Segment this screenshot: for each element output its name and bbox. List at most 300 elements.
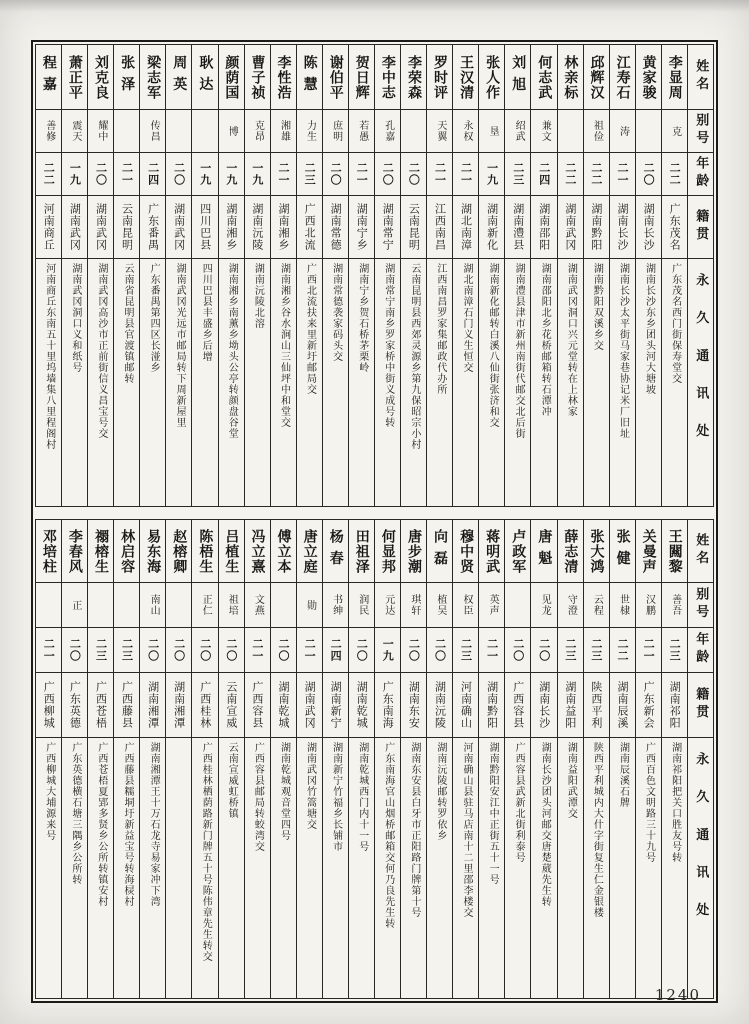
address-text: 湖南常德袭家码头交 xyxy=(330,263,342,362)
age-cell xyxy=(427,628,452,673)
native-text: 湖南武冈 xyxy=(68,203,82,251)
person-column xyxy=(635,45,661,506)
address-text: 广西百色文明路三十九号 xyxy=(643,742,655,863)
alias-cell xyxy=(323,110,348,153)
native-text: 广东新会 xyxy=(642,681,656,729)
address-cell xyxy=(662,738,687,998)
native-text: 四川巴县 xyxy=(198,203,212,251)
name-cell xyxy=(62,520,87,583)
name-text: 唐立庭 xyxy=(301,528,318,574)
address-cell xyxy=(636,738,661,998)
alias-text: 汉鹏 xyxy=(643,594,655,616)
alias-text: 若愚 xyxy=(356,120,368,142)
age-text: 二二 xyxy=(42,162,56,186)
header-age-cell xyxy=(688,628,713,673)
native-text: 湖南武冈 xyxy=(303,681,317,729)
native-cell xyxy=(531,673,556,738)
address-text: 广东南海官山烟桥邮箱交何乃良先生转 xyxy=(382,742,394,929)
age-cell xyxy=(271,153,296,196)
alias-cell xyxy=(219,583,244,628)
age-text: 一九 xyxy=(250,162,264,186)
alias-text: 云程 xyxy=(591,594,603,616)
name-cell xyxy=(297,45,322,110)
address-text: 湖南长沙太平街马家巷协记米厂旧址 xyxy=(617,263,629,439)
age-cell xyxy=(140,628,165,673)
name-text: 林启容 xyxy=(119,528,136,574)
address-cell xyxy=(166,738,191,998)
name-cell xyxy=(166,520,191,583)
alias-cell xyxy=(662,110,687,153)
alias-cell xyxy=(297,583,322,628)
native-text: 广西北流 xyxy=(303,203,317,251)
age-text: 二四 xyxy=(537,162,551,186)
header-alias-text: 别号 xyxy=(693,587,709,623)
name-text: 刘旭 xyxy=(510,55,527,99)
page-frame xyxy=(31,40,718,1003)
name-cell xyxy=(271,45,296,110)
person-column xyxy=(139,520,165,998)
alias-text: 博 xyxy=(226,125,238,137)
alias-text: 涛 xyxy=(617,125,629,137)
age-cell xyxy=(349,628,374,673)
native-text: 湖南湘潭 xyxy=(172,681,186,729)
address-text: 湖北南漳石门义生恒交 xyxy=(461,263,472,373)
address-cell xyxy=(636,259,661,506)
address-cell xyxy=(245,259,270,506)
age-text: 二一 xyxy=(485,638,499,662)
age-cell xyxy=(192,628,217,673)
native-cell xyxy=(297,196,322,259)
alias-cell xyxy=(219,110,244,153)
address-cell xyxy=(479,259,504,506)
alias-cell xyxy=(505,110,530,153)
name-cell xyxy=(662,520,687,583)
person-column xyxy=(374,45,400,506)
address-cell xyxy=(271,259,296,506)
address-text: 河南确山县驻马店南十二里邵李楼交 xyxy=(461,742,472,918)
native-text: 湖南湘潭 xyxy=(146,681,160,729)
name-text: 罗时评 xyxy=(432,54,449,100)
native-cell xyxy=(245,673,270,738)
address-cell xyxy=(558,738,583,998)
address-text: 湖南辰溪石牌 xyxy=(617,742,629,808)
alias-cell xyxy=(558,583,583,628)
age-cell xyxy=(245,628,270,673)
person-column xyxy=(244,45,270,506)
age-text: 二〇 xyxy=(511,638,525,662)
age-text: 二〇 xyxy=(355,638,369,662)
age-cell xyxy=(219,153,244,196)
native-cell xyxy=(375,673,400,738)
person-column xyxy=(452,45,478,506)
address-cell xyxy=(375,259,400,506)
native-cell xyxy=(192,673,217,738)
age-cell xyxy=(505,628,530,673)
person-column xyxy=(400,520,426,998)
age-text: 二〇 xyxy=(172,638,186,662)
alias-text: 正 xyxy=(69,599,81,611)
address-text: 广东英德横石塘三隅乡公所转 xyxy=(69,742,81,885)
name-cell xyxy=(610,520,635,583)
header-name-text: 姓名 xyxy=(693,533,709,569)
alias-cell xyxy=(531,110,556,153)
age-cell xyxy=(88,628,113,673)
address-text: 广西容县武新北街利泰号 xyxy=(513,742,525,863)
name-text: 陈梧生 xyxy=(197,528,214,574)
address-text: 湖南长沙团头河邮交唐楚葳先生转 xyxy=(539,742,551,907)
address-cell xyxy=(219,738,244,998)
person-column xyxy=(661,520,687,998)
native-text: 湖南益阳 xyxy=(563,681,577,729)
alias-text: 震天 xyxy=(69,120,81,142)
age-cell xyxy=(323,153,348,196)
age-text: 二〇 xyxy=(537,638,551,662)
name-text: 周英 xyxy=(171,55,188,99)
native-text: 广东番禺 xyxy=(146,203,160,251)
native-cell xyxy=(219,196,244,259)
person-column xyxy=(165,45,191,506)
name-cell xyxy=(140,45,165,110)
address-text: 湖南湘乡谷水涧山三仙坪中和堂交 xyxy=(278,263,290,428)
name-cell xyxy=(62,45,87,110)
name-text: 卢政军 xyxy=(510,528,527,574)
address-cell xyxy=(349,738,374,998)
age-cell xyxy=(662,153,687,196)
native-text: 湖南沅陵 xyxy=(250,203,264,251)
alias-cell xyxy=(114,583,139,628)
native-text: 广西藤县 xyxy=(120,681,134,729)
header-name-cell xyxy=(688,45,713,110)
native-text: 湖南湘乡 xyxy=(224,203,238,251)
alias-text: 见龙 xyxy=(539,594,551,616)
address-cell xyxy=(505,259,530,506)
address-text: 湖南邵阳北乡花桥邮箱转石潭冲 xyxy=(539,263,551,417)
native-text: 湖南乾城 xyxy=(276,681,290,729)
address-cell xyxy=(271,738,296,998)
address-text: 广西苍梧夏郢多贤乡公所转镇安村 xyxy=(95,742,107,907)
person-column xyxy=(583,45,609,506)
alias-cell xyxy=(375,110,400,153)
age-cell xyxy=(584,153,609,196)
native-text: 湖南湘乡 xyxy=(276,203,290,251)
alias-cell xyxy=(36,110,61,153)
alias-text: 润民 xyxy=(356,594,368,616)
name-text: 张健 xyxy=(614,529,631,573)
age-text: 二一 xyxy=(642,638,656,662)
name-text: 傅立本 xyxy=(275,528,292,574)
native-cell xyxy=(401,196,426,259)
alias-cell xyxy=(88,110,113,153)
native-cell xyxy=(166,673,191,738)
address-cell xyxy=(88,738,113,998)
native-text: 湖南新宁 xyxy=(329,681,343,729)
address-text: 湖南新宁竹福乡长铺市 xyxy=(330,742,342,852)
age-text: 二四 xyxy=(329,638,343,662)
alias-cell xyxy=(610,583,635,628)
name-cell xyxy=(558,45,583,110)
address-text: 湖南武冈洞口兴元堂转在上林家 xyxy=(565,263,577,417)
alias-cell xyxy=(323,583,348,628)
alias-cell xyxy=(479,110,504,153)
address-text: 湖南乾城西门内十一号 xyxy=(356,742,368,852)
name-text: 穆中贤 xyxy=(458,528,475,574)
alias-cell xyxy=(192,583,217,628)
name-text: 张人作 xyxy=(484,54,501,100)
alias-text: 书绅 xyxy=(330,594,342,616)
person-column xyxy=(113,45,139,506)
address-cell xyxy=(531,738,556,998)
native-cell xyxy=(558,196,583,259)
alias-cell xyxy=(36,583,61,628)
person-column xyxy=(661,45,687,506)
header-age-text: 年龄 xyxy=(693,632,709,668)
native-text: 湖北南漳 xyxy=(459,203,473,251)
age-cell xyxy=(531,628,556,673)
age-text: 二〇 xyxy=(94,162,108,186)
age-text: 二二 xyxy=(563,162,577,186)
name-cell xyxy=(297,520,322,583)
age-cell xyxy=(453,628,478,673)
alias-cell xyxy=(271,110,296,153)
name-cell xyxy=(453,520,478,583)
person-column xyxy=(270,45,296,506)
native-cell xyxy=(88,196,113,259)
age-text: 二〇 xyxy=(146,638,160,662)
name-cell xyxy=(219,45,244,110)
alias-cell xyxy=(453,110,478,153)
address-text: 湖南新化邮转白溪八仙街张济和交 xyxy=(487,263,499,428)
native-cell xyxy=(349,196,374,259)
native-cell xyxy=(505,673,530,738)
address-text: 四川巴县丰盛乡后增 xyxy=(200,263,212,362)
address-cell xyxy=(531,259,556,506)
native-text: 湖南长沙 xyxy=(642,203,656,251)
address-text: 广西柳城大埔源来号 xyxy=(43,742,55,841)
header-age-text: 年龄 xyxy=(693,156,709,192)
name-cell xyxy=(219,520,244,583)
age-text: 二一 xyxy=(303,638,317,662)
address-cell xyxy=(114,259,139,506)
native-text: 广西苍梧 xyxy=(94,681,108,729)
person-column xyxy=(165,520,191,998)
person-column xyxy=(61,45,87,506)
name-cell xyxy=(375,520,400,583)
address-text: 广东茂名西门街保寿堂交 xyxy=(669,263,681,384)
native-cell xyxy=(114,673,139,738)
age-cell xyxy=(62,628,87,673)
native-cell xyxy=(531,196,556,259)
native-cell xyxy=(662,196,687,259)
address-text: 湖南武冈洞口义和纸号 xyxy=(69,263,81,373)
address-text: 湖南武冈竹篙塘交 xyxy=(304,742,316,830)
person-column xyxy=(322,45,348,506)
header-name-cell xyxy=(688,520,713,583)
native-cell xyxy=(662,673,687,738)
alias-text: 庶明 xyxy=(330,120,342,142)
name-cell xyxy=(323,520,348,583)
name-text: 田祖泽 xyxy=(353,528,370,574)
alias-cell xyxy=(610,110,635,153)
address-cell xyxy=(245,738,270,998)
native-cell xyxy=(584,196,609,259)
age-text: 一九 xyxy=(224,162,238,186)
address-text: 云南省昆明县官渡镇邮转 xyxy=(121,263,133,384)
native-text: 广西容县 xyxy=(250,681,264,729)
age-text: 二三 xyxy=(668,638,682,662)
age-text: 一九 xyxy=(485,162,499,186)
native-cell xyxy=(36,673,61,738)
native-text: 云南昆明 xyxy=(120,203,134,251)
age-cell xyxy=(453,153,478,196)
name-text: 向磊 xyxy=(432,529,449,573)
age-text: 二三 xyxy=(120,638,134,662)
alias-text: 植吴 xyxy=(434,594,446,616)
native-text: 云南宣威 xyxy=(224,681,238,729)
address-text: 广西桂林栖荫路新门牌五十号陈伟章先生转交 xyxy=(200,742,212,962)
address-text: 湖南常宁南乡罗家桥中街义成号转 xyxy=(382,263,394,428)
age-text: 二〇 xyxy=(224,638,238,662)
native-cell xyxy=(401,673,426,738)
native-cell xyxy=(192,196,217,259)
person-column xyxy=(348,520,374,998)
name-text: 李荣森 xyxy=(405,54,422,100)
alias-cell xyxy=(140,110,165,153)
address-cell xyxy=(479,738,504,998)
person-column xyxy=(530,520,556,998)
name-text: 禤榕生 xyxy=(93,528,109,574)
person-column xyxy=(244,520,270,998)
age-cell xyxy=(62,153,87,196)
native-text: 广西柳城 xyxy=(42,681,56,729)
name-text: 李春风 xyxy=(66,528,83,574)
address-cell xyxy=(349,259,374,506)
age-text: 二四 xyxy=(146,162,160,186)
alias-text: 永权 xyxy=(461,120,472,142)
age-cell xyxy=(297,153,322,196)
address-text: 广西藤县糯垌圩新益宝号转海棂村 xyxy=(121,742,133,907)
native-text: 河南商丘 xyxy=(42,203,56,251)
header-native-text: 籍贯 xyxy=(693,687,709,723)
native-text: 湖南长沙 xyxy=(616,203,629,251)
native-cell xyxy=(271,196,296,259)
alias-cell xyxy=(636,110,661,153)
address-cell xyxy=(192,259,217,506)
address-cell xyxy=(114,738,139,998)
person-column xyxy=(139,45,165,506)
name-text: 黄家骏 xyxy=(640,54,657,100)
name-cell xyxy=(114,520,139,583)
native-cell xyxy=(36,196,61,259)
alias-cell xyxy=(505,583,530,628)
age-text: 二〇 xyxy=(198,638,212,662)
alias-text: 克 xyxy=(669,125,681,137)
person-column xyxy=(557,45,583,506)
address-text: 广东番禺第四区长湴乡 xyxy=(148,263,160,373)
address-text: 湖南黔阳双溪乡交 xyxy=(591,263,603,351)
header-address-cell xyxy=(688,259,713,506)
header-alias-cell xyxy=(688,583,713,628)
person-column xyxy=(36,520,61,998)
alias-text: 垦 xyxy=(487,125,499,137)
name-cell xyxy=(375,45,400,110)
name-text: 曹子祯 xyxy=(249,54,266,100)
alias-cell xyxy=(375,583,400,628)
name-cell xyxy=(114,45,139,110)
age-text: 二三 xyxy=(94,638,108,662)
native-text: 湖南黔阳 xyxy=(485,681,499,729)
name-text: 冯立熹 xyxy=(249,528,266,574)
name-text: 何志武 xyxy=(536,54,553,100)
alias-cell xyxy=(349,583,374,628)
age-cell xyxy=(140,153,165,196)
person-column xyxy=(426,45,452,506)
person-column xyxy=(452,520,478,998)
alias-cell xyxy=(88,583,113,628)
address-text: 湖南湘乡南薰乡坳头公亭转颜盘谷堂 xyxy=(226,263,238,439)
name-text: 江寿石 xyxy=(614,54,631,100)
address-cell xyxy=(166,259,191,506)
alias-cell xyxy=(271,583,296,628)
age-cell xyxy=(166,628,191,673)
alias-cell xyxy=(584,110,609,153)
address-cell xyxy=(140,259,165,506)
age-cell xyxy=(401,153,426,196)
native-cell xyxy=(479,196,504,259)
age-cell xyxy=(479,628,504,673)
name-text: 赵榕卿 xyxy=(171,528,188,574)
name-cell xyxy=(636,520,661,583)
native-text: 湖南长沙 xyxy=(537,681,551,729)
age-text: 二三 xyxy=(563,638,577,662)
age-text: 二〇 xyxy=(642,162,656,186)
age-cell xyxy=(558,628,583,673)
person-column xyxy=(635,520,661,998)
header-native-cell xyxy=(688,673,713,738)
address-text: 湖南祁阳把关口胜友号转 xyxy=(669,742,681,863)
age-text: 二一 xyxy=(250,638,264,662)
age-text: 二〇 xyxy=(172,162,186,186)
age-text: 二三 xyxy=(459,638,473,662)
name-cell xyxy=(505,520,530,583)
address-text: 湖南沅陵北溶 xyxy=(252,263,264,329)
person-column xyxy=(609,520,635,998)
name-text: 邓培柱 xyxy=(40,528,57,574)
alias-text: 耀中 xyxy=(95,120,107,142)
address-text: 广西容县邮局转蛟湾交 xyxy=(252,742,264,852)
name-text: 刘克良 xyxy=(93,54,109,100)
address-cell xyxy=(401,738,426,998)
header-address-text: 永久通讯处 xyxy=(693,752,709,941)
address-text: 湖南沅陵邮转罗依乡 xyxy=(434,742,446,841)
native-cell xyxy=(140,673,165,738)
age-cell xyxy=(531,153,556,196)
name-cell xyxy=(505,45,530,110)
alias-cell xyxy=(245,110,270,153)
age-text: 二一 xyxy=(433,162,447,186)
age-text: 二二 xyxy=(589,162,603,186)
native-cell xyxy=(636,196,661,259)
age-text: 二一 xyxy=(120,162,134,186)
age-text: 二〇 xyxy=(276,638,290,662)
alias-text: 湘雄 xyxy=(278,120,290,142)
address-cell xyxy=(36,738,61,998)
address-cell xyxy=(401,259,426,506)
age-cell xyxy=(192,153,217,196)
header-address-text: 永久通讯处 xyxy=(693,273,709,462)
alias-cell xyxy=(140,583,165,628)
age-text: 二〇 xyxy=(329,162,343,186)
address-cell xyxy=(62,259,87,506)
